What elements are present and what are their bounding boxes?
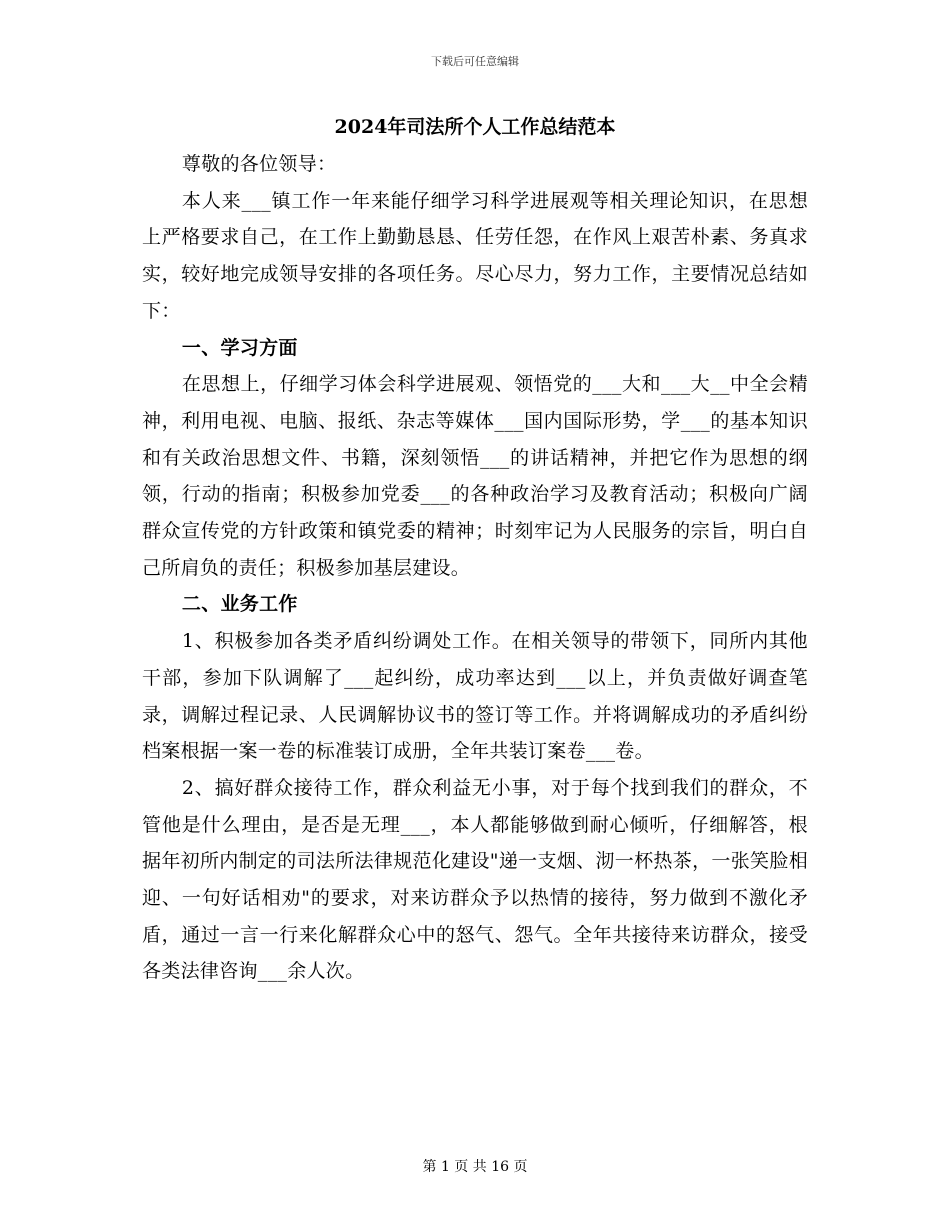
document-body <box>142 146 808 990</box>
work-paragraph-1: 1、积极参加各类矛盾纠纷调处工作。在相关领导的带领下，同所内其他干部，参加下队调解了___起纠纷，成功率达到___以上，并负责做好调查笔录，调解过程记录、人民调解协议书的签订等工作。并将调解成功的矛盾纠纷档案根据一案一卷的标准装订成册，全年共装订案卷___卷。 <box>142 630 808 763</box>
work-paragraph-2: 2、搞好群众接待工作，群众利益无小事，对于每个找到我们的群众，不管他是什么理由，是否是无理___，本人都能够做到耐心倾听，仔细解答，根据年初所内制定的司法所法律规范化建设"递一支烟、沏一杯热茶，一张笑脸相迎、一句好话相劝"的要求，对来访群众予以热情的接待，努力做到不激化矛盾，通过一言一行来化解群众心中的怒气、怨气。全年共接待来访群众，接受各类法律咨询___余人次。 <box>142 776 808 983</box>
section-heading-work: 二、业务工作 <box>181 593 298 616</box>
section-heading-study: 一、学习方面 <box>181 336 298 359</box>
document-title: 2024年司法所个人工作总结范本 <box>334 116 616 138</box>
intro-paragraph: 本人来___镇工作一年来能仔细学习科学进展观等相关理论知识，在思想上严格要求自己，在工作上勤勤恳恳、任劳任怨，在作风上艰苦朴素、务真求实，较好地完成领导安排的各项任务。尽心尽力，努力工作，主要情况总结如下： <box>142 189 808 322</box>
page-header-note: 下载后可任意编辑 <box>431 55 519 68</box>
salutation: 尊敬的各位领导： <box>181 153 337 175</box>
page-footer: 第 1 页 共 16 页 <box>422 1159 528 1175</box>
study-paragraph: 在思想上，仔细学习体会科学进展观、领悟党的___大和___大__中全会精神，利用电视、电脑、报纸、杂志等媒体___国内国际形势，学___的基本知识和有关政治思想文件、书籍，深刻领悟___的讲话精神，并把它作为思想的纲领，行动的指南；积极参加党委___的各种政治学习及教育活动；积极向广阔群众宣传党的方针政策和镇党委的精神；时刻牢记为人民服务的宗旨，明白自己所肩负的责任；积极参加基层建设。 <box>142 373 808 579</box>
